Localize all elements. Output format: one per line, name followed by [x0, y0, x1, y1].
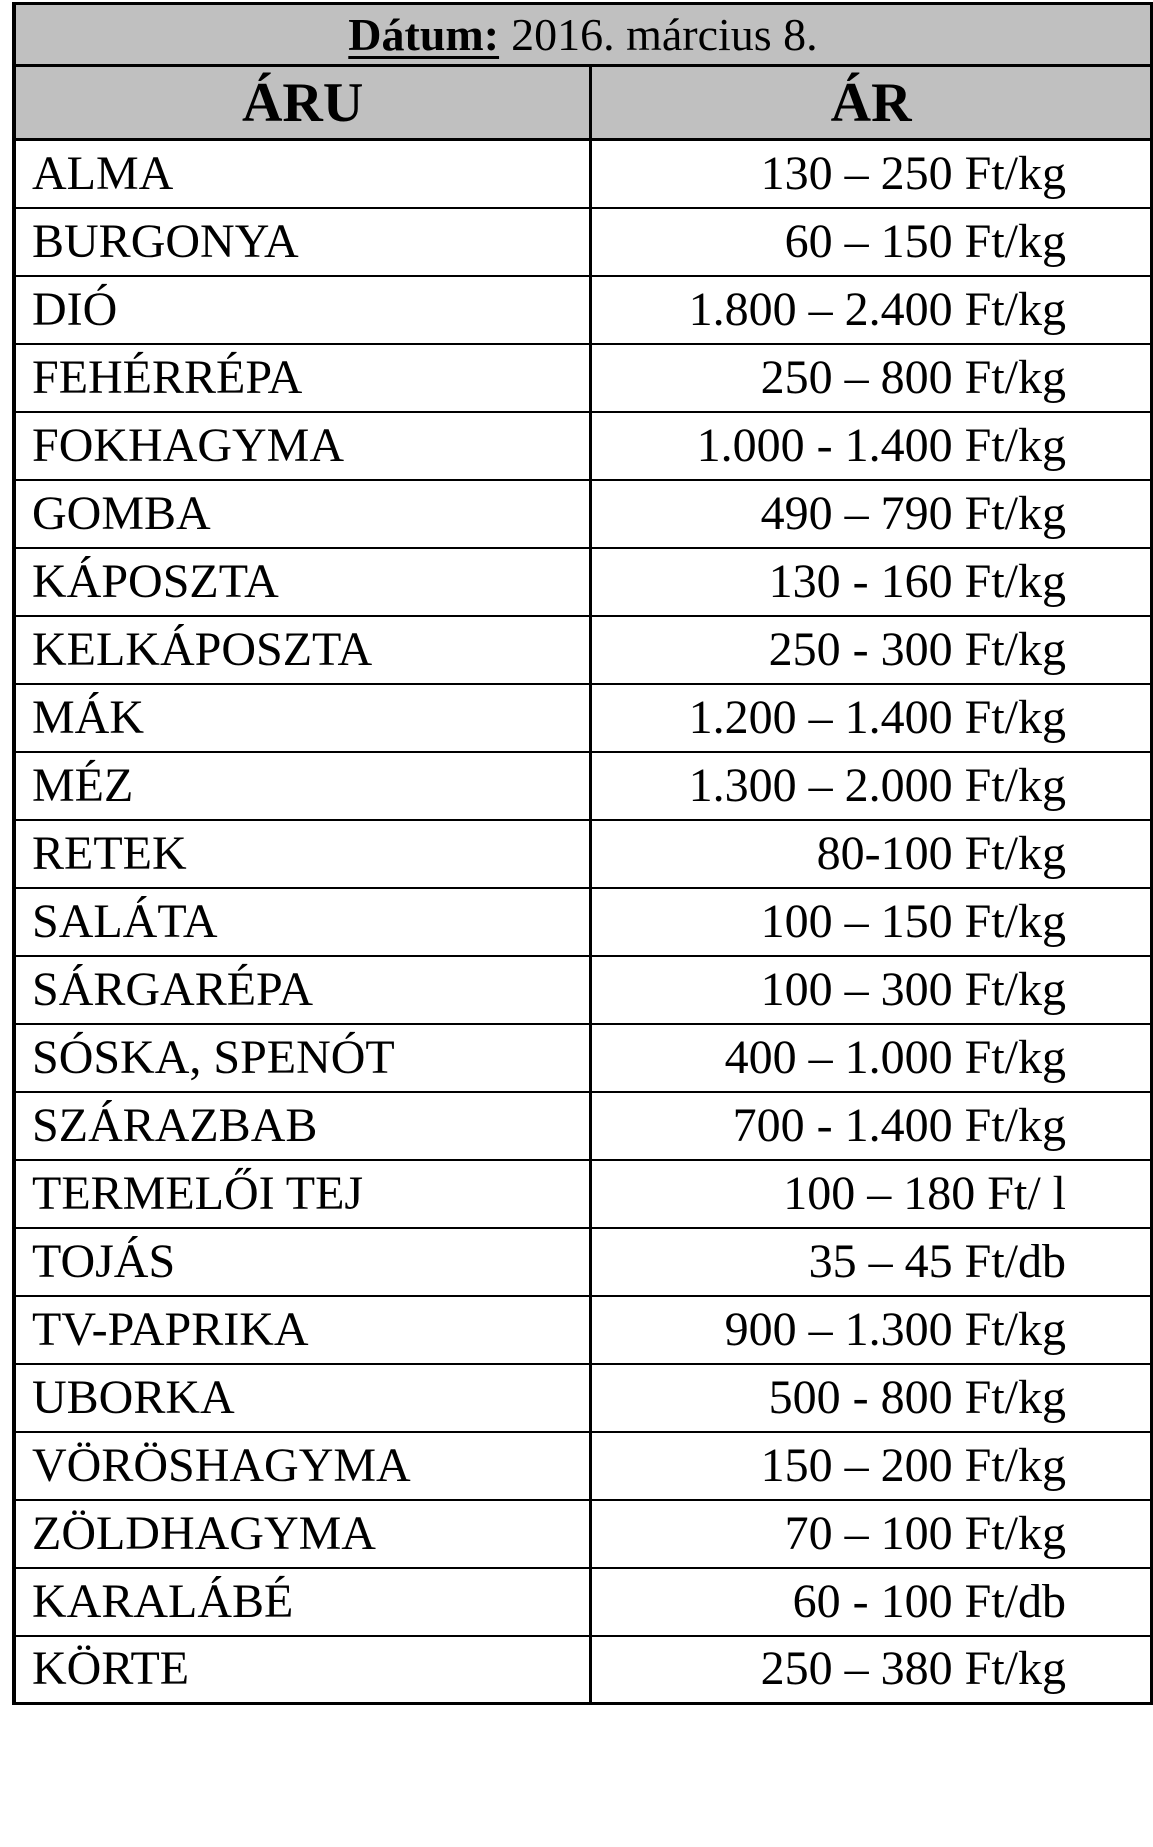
item-name: FEHÉRRÉPA — [14, 344, 591, 412]
table-row — [14, 820, 1152, 888]
item-price: 130 - 160 Ft/kg — [591, 548, 1152, 616]
table-row — [14, 1636, 1152, 1704]
table-row — [14, 1568, 1152, 1636]
item-name: UBORKA — [14, 1364, 591, 1432]
item-price: 1.300 – 2.000 Ft/kg — [591, 752, 1152, 820]
item-name: SZÁRAZBAB — [14, 1092, 591, 1160]
item-price: 250 - 300 Ft/kg — [591, 616, 1152, 684]
item-name: SÁRGARÉPA — [14, 956, 591, 1024]
item-name: TERMELŐI TEJ — [14, 1160, 591, 1228]
table-row — [14, 208, 1152, 276]
item-price: 35 – 45 Ft/db — [591, 1228, 1152, 1296]
item-price: 250 – 800 Ft/kg — [591, 344, 1152, 412]
item-name: SALÁTA — [14, 888, 591, 956]
date-cell — [14, 4, 1152, 66]
price-list-document — [12, 2, 1153, 1705]
item-name: TOJÁS — [14, 1228, 591, 1296]
item-price: 150 – 200 Ft/kg — [591, 1432, 1152, 1500]
item-name: ZÖLDHAGYMA — [14, 1500, 591, 1568]
date-value: 2016. március 8. — [511, 8, 818, 60]
table-row — [14, 480, 1152, 548]
table-row — [14, 1500, 1152, 1568]
table-row — [14, 548, 1152, 616]
item-price: 100 – 150 Ft/kg — [591, 888, 1152, 956]
column-header-item: ÁRU — [14, 66, 591, 140]
item-price: 400 – 1.000 Ft/kg — [591, 1024, 1152, 1092]
item-price: 100 – 180 Ft/ l — [591, 1160, 1152, 1228]
table-row — [14, 1092, 1152, 1160]
item-price: 1.800 – 2.400 Ft/kg — [591, 276, 1152, 344]
item-price: 80-100 Ft/kg — [591, 820, 1152, 888]
table-row — [14, 1364, 1152, 1432]
table-row — [14, 412, 1152, 480]
item-price: 100 – 300 Ft/kg — [591, 956, 1152, 1024]
table-row — [14, 1024, 1152, 1092]
item-name: ALMA — [14, 140, 591, 208]
item-name: DIÓ — [14, 276, 591, 344]
column-header-price: ÁR — [591, 66, 1152, 140]
item-price: 250 – 380 Ft/kg — [591, 1636, 1152, 1704]
item-price: 60 - 100 Ft/db — [591, 1568, 1152, 1636]
item-name: SÓSKA, SPENÓT — [14, 1024, 591, 1092]
column-header-row — [14, 66, 1152, 140]
item-price: 60 – 150 Ft/kg — [591, 208, 1152, 276]
item-name: VÖRÖSHAGYMA — [14, 1432, 591, 1500]
table-row — [14, 752, 1152, 820]
item-price: 1.000 - 1.400 Ft/kg — [591, 412, 1152, 480]
table-row — [14, 1432, 1152, 1500]
item-name: MÉZ — [14, 752, 591, 820]
table-body — [14, 140, 1152, 1704]
table-row — [14, 956, 1152, 1024]
item-price: 1.200 – 1.400 Ft/kg — [591, 684, 1152, 752]
date-row — [14, 4, 1152, 66]
item-name: BURGONYA — [14, 208, 591, 276]
table-row — [14, 888, 1152, 956]
table-row — [14, 140, 1152, 208]
table-row — [14, 684, 1152, 752]
item-name: RETEK — [14, 820, 591, 888]
table-row — [14, 344, 1152, 412]
table-row — [14, 276, 1152, 344]
item-name: KÁPOSZTA — [14, 548, 591, 616]
item-name: KARALÁBÉ — [14, 1568, 591, 1636]
item-name: TV-PAPRIKA — [14, 1296, 591, 1364]
item-price: 500 - 800 Ft/kg — [591, 1364, 1152, 1432]
item-price: 900 – 1.300 Ft/kg — [591, 1296, 1152, 1364]
table-row — [14, 1228, 1152, 1296]
price-table — [12, 2, 1153, 1705]
item-name: GOMBA — [14, 480, 591, 548]
item-price: 700 - 1.400 Ft/kg — [591, 1092, 1152, 1160]
item-name: KELKÁPOSZTA — [14, 616, 591, 684]
item-name: FOKHAGYMA — [14, 412, 591, 480]
date-label: Dátum: — [348, 8, 500, 60]
table-row — [14, 616, 1152, 684]
item-name: MÁK — [14, 684, 591, 752]
table-row — [14, 1160, 1152, 1228]
item-price: 490 – 790 Ft/kg — [591, 480, 1152, 548]
item-price: 70 – 100 Ft/kg — [591, 1500, 1152, 1568]
item-price: 130 – 250 Ft/kg — [591, 140, 1152, 208]
item-name: KÖRTE — [14, 1636, 591, 1704]
table-row — [14, 1296, 1152, 1364]
